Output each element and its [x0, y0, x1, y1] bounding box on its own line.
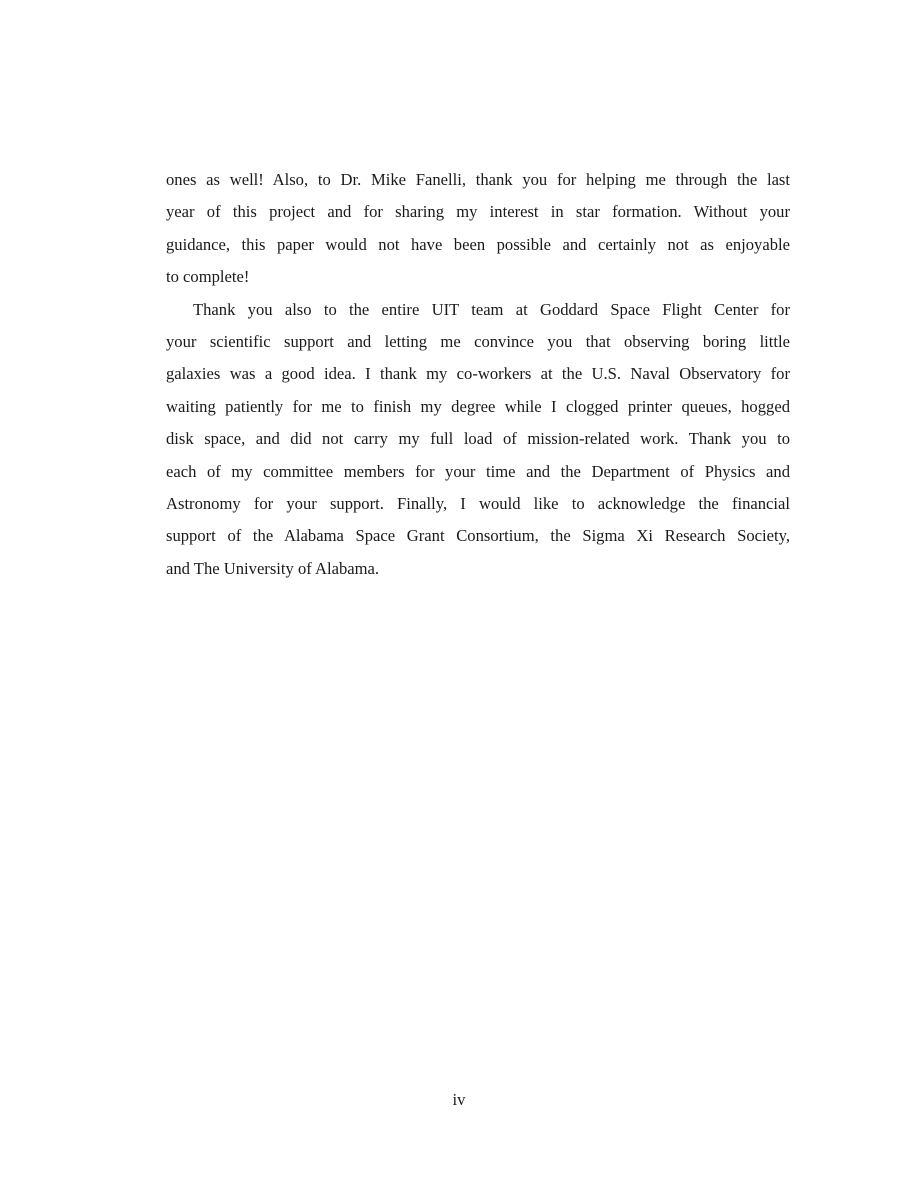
- paragraph-2-line-1: Thank you also to the entire UIT team at Goddard Space Flight Center for: [193, 299, 790, 319]
- paragraph-2-line-3: galaxies was a good idea. I thank my co-workers at the U.S. Naval Observatory for: [166, 364, 790, 384]
- paragraph-2-line-6: each of my committee members for your time and the Department of Physics and: [166, 461, 790, 481]
- paragraph-2-line-2: your scientific support and letting me convince you that observing boring little: [166, 331, 790, 351]
- page-number: iv: [452, 1090, 466, 1109]
- paragraph-2-line-5: disk space, and did not carry my full load of mission-related work. Thank you to: [166, 429, 790, 449]
- paragraph-2-line-7: Astronomy for your support. Finally, I would like to acknowledge the financial: [166, 493, 790, 513]
- paragraph-1-line-3: guidance, this paper would not have been possible and certainly not as enjoyable: [166, 234, 790, 254]
- paragraph-1-line-4: to complete!: [166, 267, 250, 287]
- paragraph-2-line-9: and The University of Alabama.: [166, 558, 380, 578]
- paragraph-2-line-4: waiting patiently for me to finish my degree while I clogged printer queues, hogged: [166, 396, 790, 416]
- paragraph-1-line-2: year of this project and for sharing my interest in star formation. Without your: [166, 202, 790, 222]
- paragraph-1-line-1: ones as well! Also, to Dr. Mike Fanelli, thank you for helping me through the last: [166, 170, 790, 189]
- paragraph-2-line-8: support of the Alabama Space Grant Consortium, the Sigma Xi Research Society,: [166, 526, 790, 546]
- acknowledgments-text: [166, 164, 790, 585]
